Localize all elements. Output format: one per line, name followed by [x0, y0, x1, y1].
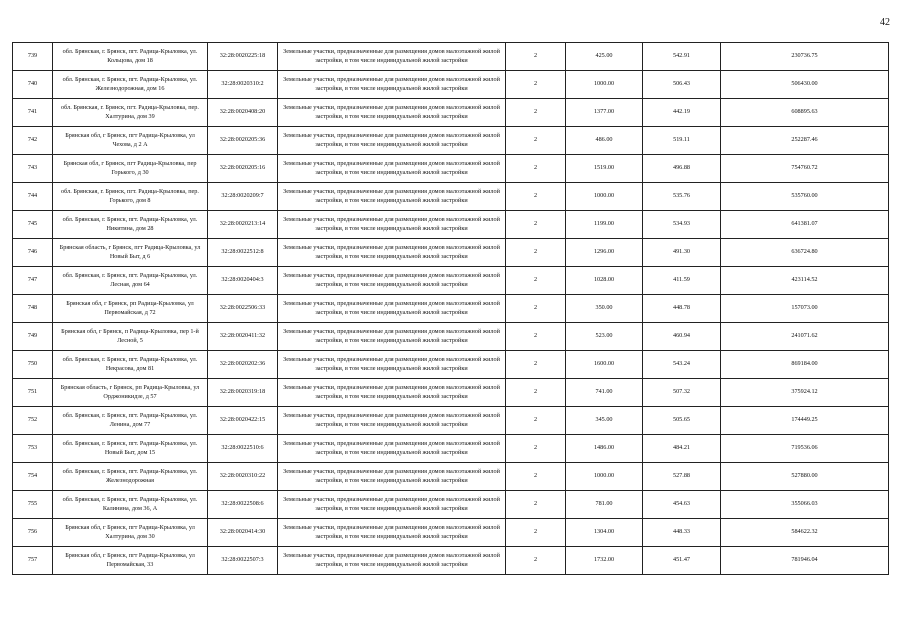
- specific-value-cell: 505.65: [643, 407, 721, 435]
- row-number: 747: [13, 267, 53, 295]
- area-cell: 781.00: [566, 491, 643, 519]
- address-cell: Брянская обл, г Брянск, пгт Радица-Крыловка, ул Чехова, д 2 А: [53, 127, 208, 155]
- specific-value-cell: 507.32: [643, 379, 721, 407]
- group-cell: 2: [506, 99, 566, 127]
- land-use-cell: Земельные участки, предназначенные для размещения домов малоэтажной жилой застройки, в том числе индивидуальной жилой застройки: [278, 71, 506, 99]
- group-cell: 2: [506, 491, 566, 519]
- address-cell: Брянская обл, г Брянск, пгт Радица-Крыловка, пер Горького, д 30: [53, 155, 208, 183]
- specific-value-cell: 543.24: [643, 351, 721, 379]
- specific-value-cell: 506.43: [643, 71, 721, 99]
- row-number: 751: [13, 379, 53, 407]
- area-cell: 425.00: [566, 43, 643, 71]
- table-row: [13, 99, 889, 127]
- group-cell: 2: [506, 183, 566, 211]
- address-cell: обл. Брянская, г. Брянск, пгт. Радица-Крыловка, ул. Кольцова, дом 18: [53, 43, 208, 71]
- specific-value-cell: 519.11: [643, 127, 721, 155]
- table-row: [13, 463, 889, 491]
- group-cell: 2: [506, 519, 566, 547]
- table-row: [13, 519, 889, 547]
- row-number: 748: [13, 295, 53, 323]
- specific-value-cell: 448.78: [643, 295, 721, 323]
- area-cell: 523.00: [566, 323, 643, 351]
- page-number: 42: [880, 17, 890, 28]
- table-row: [13, 239, 889, 267]
- land-use-cell: Земельные участки, предназначенные для размещения домов малоэтажной жилой застройки, в том числе индивидуальной жилой застройки: [278, 323, 506, 351]
- land-use-cell: Земельные участки, предназначенные для размещения домов малоэтажной жилой застройки, в том числе индивидуальной жилой застройки: [278, 547, 506, 575]
- address-cell: Брянская область, г Брянск, пгт Радица-Крыловка, ул Новый Быт, д 6: [53, 239, 208, 267]
- cadastral-number-cell: 32:28:0020408:20: [208, 99, 278, 127]
- row-number: 752: [13, 407, 53, 435]
- cadastral-value-table: [12, 42, 889, 575]
- cadastral-number-cell: 32:28:0020404:3: [208, 267, 278, 295]
- group-cell: 2: [506, 211, 566, 239]
- land-use-cell: Земельные участки, предназначенные для размещения домов малоэтажной жилой застройки, в том числе индивидуальной жилой застройки: [278, 127, 506, 155]
- area-cell: 741.00: [566, 379, 643, 407]
- specific-value-cell: 496.88: [643, 155, 721, 183]
- row-number: 746: [13, 239, 53, 267]
- specific-value-cell: 534.93: [643, 211, 721, 239]
- land-use-cell: Земельные участки, предназначенные для размещения домов малоэтажной жилой застройки, в том числе индивидуальной жилой застройки: [278, 407, 506, 435]
- land-use-cell: Земельные участки, предназначенные для размещения домов малоэтажной жилой застройки, в том числе индивидуальной жилой застройки: [278, 267, 506, 295]
- table-row: [13, 407, 889, 435]
- row-number: 749: [13, 323, 53, 351]
- land-use-cell: Земельные участки, предназначенные для размещения домов малоэтажной жилой застройки, в том числе индивидуальной жилой застройки: [278, 379, 506, 407]
- table-row: [13, 295, 889, 323]
- area-cell: 1519.00: [566, 155, 643, 183]
- area-cell: 1000.00: [566, 71, 643, 99]
- group-cell: 2: [506, 155, 566, 183]
- address-cell: обл. Брянская, г. Брянск, пгт. Радица-Крыловка, ул. Новый Быт, дом 15: [53, 435, 208, 463]
- address-cell: обл. Брянская, г. Брянск, пгт. Радица-Крыловка, ул. Железнодорожная, дом 16: [53, 71, 208, 99]
- specific-value-cell: 451.47: [643, 547, 721, 575]
- cadastral-number-cell: 32:28:0020319:18: [208, 379, 278, 407]
- row-number: 740: [13, 71, 53, 99]
- cadastral-number-cell: 32:28:0020205:36: [208, 127, 278, 155]
- land-use-cell: Земельные участки, предназначенные для размещения домов малоэтажной жилой застройки, в том числе индивидуальной жилой застройки: [278, 519, 506, 547]
- row-number: 754: [13, 463, 53, 491]
- specific-value-cell: 542.91: [643, 43, 721, 71]
- table-row: [13, 435, 889, 463]
- address-cell: обл. Брянская, г. Брянск, пгт. Радица-Крыловка, пер. Халтурина, дом 39: [53, 99, 208, 127]
- group-cell: 2: [506, 43, 566, 71]
- specific-value-cell: 442.19: [643, 99, 721, 127]
- address-cell: Брянская обл, г Брянск, рп Радица-Крыловка, ул Первомайская, д 72: [53, 295, 208, 323]
- address-cell: обл. Брянская, г. Брянск, пгт. Радица-Крыловка, ул. Некрасова, дом 81: [53, 351, 208, 379]
- row-number: 744: [13, 183, 53, 211]
- group-cell: 2: [506, 295, 566, 323]
- table-row: [13, 323, 889, 351]
- group-cell: 2: [506, 435, 566, 463]
- cadastral-number-cell: 32:28:0022512:8: [208, 239, 278, 267]
- row-number: 750: [13, 351, 53, 379]
- area-cell: 345.00: [566, 407, 643, 435]
- cadastral-value-cell: 252287.46: [721, 127, 889, 155]
- table-row: [13, 183, 889, 211]
- table-row: [13, 547, 889, 575]
- table-row: [13, 211, 889, 239]
- row-number: 742: [13, 127, 53, 155]
- table-row: [13, 351, 889, 379]
- cadastral-value-cell: 241071.62: [721, 323, 889, 351]
- address-cell: Брянская обл, г Брянск, пгт Радица-Крыловка, ул Халтурина, дом 30: [53, 519, 208, 547]
- area-cell: 1377.00: [566, 99, 643, 127]
- cadastral-value-cell: 355066.03: [721, 491, 889, 519]
- cadastral-number-cell: 32:28:0022506:33: [208, 295, 278, 323]
- group-cell: 2: [506, 407, 566, 435]
- address-cell: обл. Брянская, г. Брянск, пгт. Радица-Крыловка, пер. Горького, дом 8: [53, 183, 208, 211]
- table-row: [13, 43, 889, 71]
- cadastral-value-cell: 506430.00: [721, 71, 889, 99]
- land-use-cell: Земельные участки, предназначенные для размещения домов малоэтажной жилой застройки, в том числе индивидуальной жилой застройки: [278, 155, 506, 183]
- specific-value-cell: 535.76: [643, 183, 721, 211]
- cadastral-value-cell: 423114.52: [721, 267, 889, 295]
- land-use-cell: Земельные участки, предназначенные для размещения домов малоэтажной жилой застройки, в том числе индивидуальной жилой застройки: [278, 43, 506, 71]
- specific-value-cell: 527.88: [643, 463, 721, 491]
- row-number: 739: [13, 43, 53, 71]
- area-cell: 1296.00: [566, 239, 643, 267]
- land-use-cell: Земельные участки, предназначенные для размещения домов малоэтажной жилой застройки, в том числе индивидуальной жилой застройки: [278, 435, 506, 463]
- row-number: 753: [13, 435, 53, 463]
- cadastral-number-cell: 32:28:0020310:22: [208, 463, 278, 491]
- group-cell: 2: [506, 547, 566, 575]
- specific-value-cell: 454.63: [643, 491, 721, 519]
- address-cell: обл. Брянская, г. Брянск, пгт. Радица-Крыловка, ул. Никитина, дом 28: [53, 211, 208, 239]
- cadastral-value-cell: 174449.25: [721, 407, 889, 435]
- cadastral-number-cell: 32:28:0020213:14: [208, 211, 278, 239]
- area-cell: 1600.00: [566, 351, 643, 379]
- area-cell: 1304.00: [566, 519, 643, 547]
- cadastral-number-cell: 32:28:0020205:16: [208, 155, 278, 183]
- land-use-cell: Земельные участки, предназначенные для размещения домов малоэтажной жилой застройки, в том числе индивидуальной жилой застройки: [278, 295, 506, 323]
- cadastral-value-cell: 157073.00: [721, 295, 889, 323]
- cadastral-number-cell: 32:28:0020414:30: [208, 519, 278, 547]
- cadastral-number-cell: 32:28:0022508:6: [208, 491, 278, 519]
- address-cell: Брянская область, г Брянск, рп Радица-Крыловка, ул Орджоникидзе, д 57: [53, 379, 208, 407]
- cadastral-number-cell: 32:28:0020310:2: [208, 71, 278, 99]
- area-cell: 350.00: [566, 295, 643, 323]
- cadastral-number-cell: 32:28:0020422:15: [208, 407, 278, 435]
- cadastral-value-cell: 641381.07: [721, 211, 889, 239]
- group-cell: 2: [506, 323, 566, 351]
- table-row: [13, 491, 889, 519]
- address-cell: обл. Брянская, г. Брянск, пгт. Радица-Крыловка, ул. Калинина, дом 36, А: [53, 491, 208, 519]
- cadastral-value-cell: 375924.12: [721, 379, 889, 407]
- table-row: [13, 155, 889, 183]
- address-cell: обл. Брянская, г. Брянск, пгт. Радица-Крыловка, ул. Железнодорожная: [53, 463, 208, 491]
- land-use-cell: Земельные участки, предназначенные для размещения домов малоэтажной жилой застройки, в том числе индивидуальной жилой застройки: [278, 491, 506, 519]
- group-cell: 2: [506, 127, 566, 155]
- cadastral-value-cell: 535760.00: [721, 183, 889, 211]
- table-row: [13, 71, 889, 99]
- specific-value-cell: 460.94: [643, 323, 721, 351]
- group-cell: 2: [506, 379, 566, 407]
- cadastral-value-cell: 527880.00: [721, 463, 889, 491]
- cadastral-value-cell: 636724.80: [721, 239, 889, 267]
- row-number: 741: [13, 99, 53, 127]
- group-cell: 2: [506, 267, 566, 295]
- row-number: 757: [13, 547, 53, 575]
- area-cell: 1732.00: [566, 547, 643, 575]
- area-cell: 1000.00: [566, 183, 643, 211]
- table-row: [13, 379, 889, 407]
- group-cell: 2: [506, 351, 566, 379]
- land-use-cell: Земельные участки, предназначенные для размещения домов малоэтажной жилой застройки, в том числе индивидуальной жилой застройки: [278, 463, 506, 491]
- row-number: 756: [13, 519, 53, 547]
- cadastral-number-cell: 32:28:0022507:3: [208, 547, 278, 575]
- address-cell: Брянская обл, г Брянск, п Радица-Крыловка, пер 1-й Лесной, 5: [53, 323, 208, 351]
- area-cell: 1199.00: [566, 211, 643, 239]
- land-use-cell: Земельные участки, предназначенные для размещения домов малоэтажной жилой застройки, в том числе индивидуальной жилой застройки: [278, 99, 506, 127]
- land-use-cell: Земельные участки, предназначенные для размещения домов малоэтажной жилой застройки, в том числе индивидуальной жилой застройки: [278, 211, 506, 239]
- land-use-cell: Земельные участки, предназначенные для размещения домов малоэтажной жилой застройки, в том числе индивидуальной жилой застройки: [278, 351, 506, 379]
- cadastral-number-cell: 32:28:0020411:32: [208, 323, 278, 351]
- cadastral-value-cell: 719536.06: [721, 435, 889, 463]
- address-cell: обл. Брянская, г. Брянск, пгт. Радица-Крыловка, ул. Ленина, дом 77: [53, 407, 208, 435]
- area-cell: 1000.00: [566, 463, 643, 491]
- specific-value-cell: 411.59: [643, 267, 721, 295]
- cadastral-number-cell: 32:28:0020202:36: [208, 351, 278, 379]
- row-number: 755: [13, 491, 53, 519]
- address-cell: Брянская обл, г Брянск, пгт Радица-Крыловка, ул Первомайская, 33: [53, 547, 208, 575]
- group-cell: 2: [506, 71, 566, 99]
- specific-value-cell: 448.33: [643, 519, 721, 547]
- table-row: [13, 127, 889, 155]
- group-cell: 2: [506, 239, 566, 267]
- cadastral-number-cell: 32:28:0020209:7: [208, 183, 278, 211]
- area-cell: 486.00: [566, 127, 643, 155]
- table-row: [13, 267, 889, 295]
- specific-value-cell: 484.21: [643, 435, 721, 463]
- cadastral-value-cell: 754760.72: [721, 155, 889, 183]
- group-cell: 2: [506, 463, 566, 491]
- row-number: 745: [13, 211, 53, 239]
- row-number: 743: [13, 155, 53, 183]
- table-body: [13, 43, 889, 575]
- specific-value-cell: 491.30: [643, 239, 721, 267]
- cadastral-number-cell: 32:28:0020225:18: [208, 43, 278, 71]
- cadastral-value-cell: 781946.04: [721, 547, 889, 575]
- cadastral-number-cell: 32:28:0022510:6: [208, 435, 278, 463]
- area-cell: 1486.00: [566, 435, 643, 463]
- area-cell: 1028.00: [566, 267, 643, 295]
- cadastral-value-cell: 230736.75: [721, 43, 889, 71]
- cadastral-value-cell: 869184.00: [721, 351, 889, 379]
- cadastral-value-cell: 584622.32: [721, 519, 889, 547]
- address-cell: обл. Брянская, г. Брянск, пгт. Радица-Крыловка, ул. Лесная, дом 64: [53, 267, 208, 295]
- land-use-cell: Земельные участки, предназначенные для размещения домов малоэтажной жилой застройки, в том числе индивидуальной жилой застройки: [278, 183, 506, 211]
- land-use-cell: Земельные участки, предназначенные для размещения домов малоэтажной жилой застройки, в том числе индивидуальной жилой застройки: [278, 239, 506, 267]
- cadastral-value-cell: 608895.63: [721, 99, 889, 127]
